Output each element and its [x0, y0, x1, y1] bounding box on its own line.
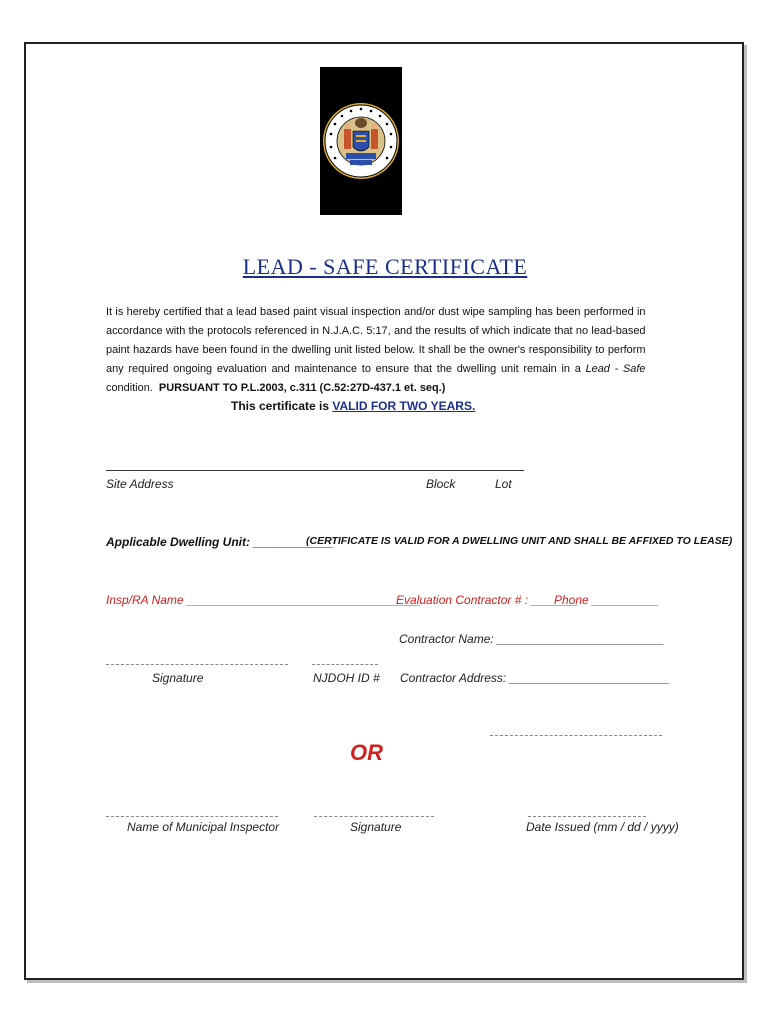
contractor-address-label: Contractor Address: ________________________: [400, 671, 670, 685]
municipal-signature-label: Signature: [350, 820, 402, 834]
contractor-address-line-2[interactable]: [490, 735, 662, 736]
site-address-line[interactable]: [106, 470, 524, 471]
validity-link[interactable]: VALID FOR TWO YEARS.: [332, 399, 476, 413]
njdoh-id-label: NJDOH ID #: [313, 671, 380, 685]
or-divider: OR: [350, 740, 383, 765]
certification-statement: [106, 303, 646, 398]
dwelling-unit-note: (CERTIFICATE IS VALID FOR A DWELLING UNIT AND SHALL BE AFFIXED TO LEASE): [306, 535, 733, 547]
date-issued-line[interactable]: [528, 816, 646, 817]
njdoh-id-line[interactable]: [312, 664, 378, 665]
pursuant-statute: PURSUANT TO P.L.2003, c.311 (C.52:27D-437.1 et. seq.): [158, 382, 446, 394]
signature-line[interactable]: [106, 664, 288, 665]
contractor-name-label: Contractor Name: _________________________: [399, 632, 664, 646]
evaluation-contractor-label: Evaluation Contractor # : _______: [396, 593, 579, 607]
phone-label: Phone __________: [554, 593, 659, 607]
validity-statement: [231, 399, 475, 413]
statement-condition: condition.: [106, 382, 153, 394]
certificate-title: LEAD - SAFE CERTIFICATE: [242, 254, 528, 279]
municipal-inspector-label: Name of Municipal Inspector: [127, 820, 280, 834]
block-label: Block: [426, 477, 456, 491]
lot-label: Lot: [495, 477, 512, 491]
municipal-signature-line[interactable]: [314, 816, 434, 817]
signature-label: Signature: [152, 671, 204, 685]
state-seal: [320, 67, 402, 215]
inspector-name-label: Insp/RA Name ___________________________________: [106, 593, 421, 607]
statement-text: It is hereby certified that a lead based paint visual inspection and/or dust wipe sampling has been performed in accordance with the protocols referenced in N.J.A.C. 5:17, and the results of which indicate that no lead-based paint hazards have been found in the dwelling unit listed below. It shall be the owner's responsibility to perform any required ongoing evaluation and maintenance to ensure that the dwelling unit remain in a: [106, 306, 646, 375]
municipal-inspector-line[interactable]: [106, 816, 278, 817]
date-issued-label: Date Issued (mm / dd / yyyy): [526, 820, 679, 834]
dwelling-unit-label: Applicable Dwelling Unit: ____________: [106, 535, 334, 549]
validity-prefix: This certificate is: [231, 399, 330, 413]
lead-safe-term: Lead - Safe: [585, 363, 646, 375]
site-address-label: Site Address: [106, 477, 174, 491]
